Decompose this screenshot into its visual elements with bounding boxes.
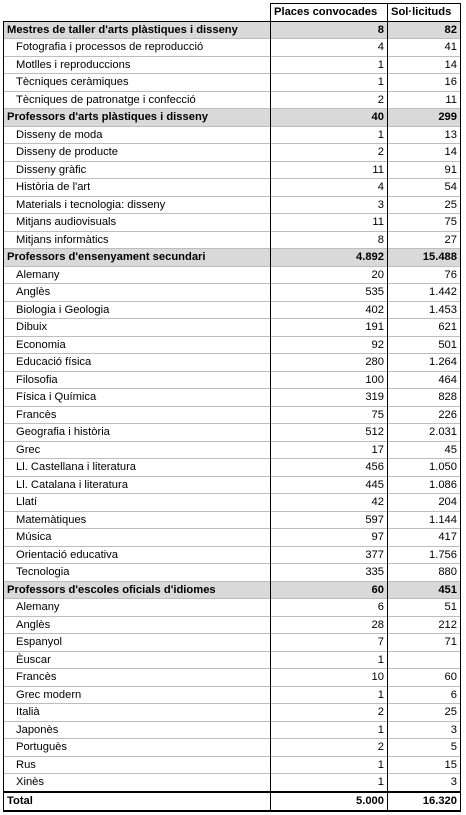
row-places: 1 xyxy=(271,686,388,704)
row-sollicituds: 1.756 xyxy=(388,546,461,564)
row-places: 2 xyxy=(271,739,388,757)
table-row xyxy=(4,686,461,704)
row-sollicituds: 91 xyxy=(388,161,461,179)
row-sollicituds: 3 xyxy=(388,721,461,739)
row-name: Materials i tecnologia: disseny xyxy=(4,196,271,214)
header-row xyxy=(4,4,461,22)
table-row xyxy=(4,441,461,459)
row-places: 2 xyxy=(271,704,388,722)
table-row xyxy=(4,529,461,547)
table-row xyxy=(4,389,461,407)
row-name: Ll. Catalana i literatura xyxy=(4,476,271,494)
total-sollicituds: 16.320 xyxy=(388,792,461,811)
row-name: Motlles i reproduccions xyxy=(4,56,271,74)
row-sollicituds: 1.050 xyxy=(388,459,461,477)
row-places: 280 xyxy=(271,354,388,372)
row-sollicituds: 204 xyxy=(388,494,461,512)
row-name: Alemany xyxy=(4,266,271,284)
row-sollicituds: 15 xyxy=(388,756,461,774)
row-places: 402 xyxy=(271,301,388,319)
row-places: 100 xyxy=(271,371,388,389)
table-row xyxy=(4,354,461,372)
row-places: 335 xyxy=(271,564,388,582)
table-row xyxy=(4,476,461,494)
row-sollicituds: 25 xyxy=(388,196,461,214)
row-places: 2 xyxy=(271,91,388,109)
table-row xyxy=(4,774,461,792)
row-sollicituds: 11 xyxy=(388,91,461,109)
row-name: Francès xyxy=(4,406,271,424)
row-places: 1 xyxy=(271,721,388,739)
total-label: Total xyxy=(4,792,271,811)
table-row xyxy=(4,756,461,774)
row-name: Mestres de taller d'arts plàstiques i disseny xyxy=(4,21,271,39)
row-name: Dibuix xyxy=(4,319,271,337)
row-name: Tècniques de patronatge i confecció xyxy=(4,91,271,109)
row-sollicituds: 16 xyxy=(388,74,461,92)
table-row xyxy=(4,196,461,214)
table-row xyxy=(4,301,461,319)
table-row xyxy=(4,616,461,634)
row-places: 10 xyxy=(271,669,388,687)
row-name: Història de l'art xyxy=(4,179,271,197)
row-name: Francès xyxy=(4,669,271,687)
row-name: Fotografia i processos de reproducció xyxy=(4,39,271,57)
row-sollicituds: 6 xyxy=(388,686,461,704)
header-sollicituds: Sol·licituds xyxy=(388,4,461,22)
row-sollicituds: 1.144 xyxy=(388,511,461,529)
row-name: Grec xyxy=(4,441,271,459)
row-sollicituds: 880 xyxy=(388,564,461,582)
row-name: Rus xyxy=(4,756,271,774)
row-places: 1 xyxy=(271,126,388,144)
row-sollicituds: 60 xyxy=(388,669,461,687)
row-name: Biologia i Geologia xyxy=(4,301,271,319)
row-sollicituds: 51 xyxy=(388,599,461,617)
row-name: Disseny de moda xyxy=(4,126,271,144)
table-row xyxy=(4,214,461,232)
row-name: Tècniques ceràmiques xyxy=(4,74,271,92)
row-name: Disseny gràfic xyxy=(4,161,271,179)
table-row xyxy=(4,56,461,74)
table-row xyxy=(4,179,461,197)
row-sollicituds: 5 xyxy=(388,739,461,757)
row-places: 4 xyxy=(271,179,388,197)
row-name: Italià xyxy=(4,704,271,722)
row-sollicituds: 1.442 xyxy=(388,284,461,302)
table-header xyxy=(4,4,461,22)
row-places: 92 xyxy=(271,336,388,354)
row-places: 512 xyxy=(271,424,388,442)
table-row xyxy=(4,511,461,529)
row-places: 1 xyxy=(271,651,388,669)
row-name: Geografia i història xyxy=(4,424,271,442)
row-sollicituds: 41 xyxy=(388,39,461,57)
row-sollicituds: 464 xyxy=(388,371,461,389)
row-name: Filosofia xyxy=(4,371,271,389)
table-row xyxy=(4,721,461,739)
row-sollicituds: 82 xyxy=(388,21,461,39)
group-row xyxy=(4,21,461,39)
row-places: 20 xyxy=(271,266,388,284)
row-sollicituds: 1.086 xyxy=(388,476,461,494)
table-row xyxy=(4,336,461,354)
table-row xyxy=(4,651,461,669)
row-places: 28 xyxy=(271,616,388,634)
table-row xyxy=(4,371,461,389)
row-name: Èuscar xyxy=(4,651,271,669)
row-sollicituds: 45 xyxy=(388,441,461,459)
row-name: Llatí xyxy=(4,494,271,512)
row-name: Economia xyxy=(4,336,271,354)
row-places: 597 xyxy=(271,511,388,529)
row-name: Música xyxy=(4,529,271,547)
total-row xyxy=(4,792,461,811)
table-row xyxy=(4,634,461,652)
table-row xyxy=(4,669,461,687)
row-sollicituds: 14 xyxy=(388,144,461,162)
table-row xyxy=(4,739,461,757)
row-name: Portuguès xyxy=(4,739,271,757)
table-row xyxy=(4,564,461,582)
row-sollicituds: 27 xyxy=(388,231,461,249)
row-sollicituds: 75 xyxy=(388,214,461,232)
row-name: Física i Química xyxy=(4,389,271,407)
row-places: 7 xyxy=(271,634,388,652)
table-body xyxy=(4,21,461,792)
row-places: 1 xyxy=(271,756,388,774)
row-sollicituds: 15.488 xyxy=(388,249,461,267)
row-places: 191 xyxy=(271,319,388,337)
group-row xyxy=(4,581,461,599)
row-places: 40 xyxy=(271,109,388,127)
row-places: 97 xyxy=(271,529,388,547)
row-places: 1 xyxy=(271,774,388,792)
row-name: Grec modern xyxy=(4,686,271,704)
row-name: Professors d'ensenyament secundari xyxy=(4,249,271,267)
row-name: Mitjans informàtics xyxy=(4,231,271,249)
table-row xyxy=(4,494,461,512)
row-places: 11 xyxy=(271,161,388,179)
table-footer xyxy=(4,792,461,811)
table-row xyxy=(4,39,461,57)
row-sollicituds: 1.453 xyxy=(388,301,461,319)
row-places: 1 xyxy=(271,74,388,92)
row-sollicituds: 3 xyxy=(388,774,461,792)
row-places: 4 xyxy=(271,39,388,57)
row-places: 75 xyxy=(271,406,388,424)
row-sollicituds: 13 xyxy=(388,126,461,144)
row-name: Professors d'arts plàstiques i disseny xyxy=(4,109,271,127)
table-row xyxy=(4,74,461,92)
table-row xyxy=(4,126,461,144)
row-sollicituds: 226 xyxy=(388,406,461,424)
row-sollicituds: 2.031 xyxy=(388,424,461,442)
row-sollicituds: 828 xyxy=(388,389,461,407)
table-row xyxy=(4,546,461,564)
row-name: Mitjans audiovisuals xyxy=(4,214,271,232)
row-name: Alemany xyxy=(4,599,271,617)
row-name: Xinès xyxy=(4,774,271,792)
row-sollicituds: 71 xyxy=(388,634,461,652)
table-row xyxy=(4,266,461,284)
row-name: Ll. Castellana i literatura xyxy=(4,459,271,477)
row-sollicituds: 14 xyxy=(388,56,461,74)
row-name: Educació física xyxy=(4,354,271,372)
group-row xyxy=(4,109,461,127)
header-places: Places convocades xyxy=(271,4,388,22)
row-sollicituds: 212 xyxy=(388,616,461,634)
table-row xyxy=(4,599,461,617)
row-places: 3 xyxy=(271,196,388,214)
row-name: Orientació educativa xyxy=(4,546,271,564)
row-name: Matemàtiques xyxy=(4,511,271,529)
row-places: 456 xyxy=(271,459,388,477)
row-places: 42 xyxy=(271,494,388,512)
row-places: 535 xyxy=(271,284,388,302)
row-sollicituds: 54 xyxy=(388,179,461,197)
row-places: 8 xyxy=(271,21,388,39)
places-table xyxy=(3,3,461,812)
table-row xyxy=(4,161,461,179)
row-places: 6 xyxy=(271,599,388,617)
row-places: 11 xyxy=(271,214,388,232)
row-name: Japonès xyxy=(4,721,271,739)
table-row xyxy=(4,91,461,109)
row-name: Anglès xyxy=(4,284,271,302)
row-sollicituds: 621 xyxy=(388,319,461,337)
row-sollicituds: 451 xyxy=(388,581,461,599)
row-places: 445 xyxy=(271,476,388,494)
table-row xyxy=(4,406,461,424)
row-places: 17 xyxy=(271,441,388,459)
table-row xyxy=(4,704,461,722)
table-row xyxy=(4,284,461,302)
table-row xyxy=(4,459,461,477)
row-sollicituds xyxy=(388,651,461,669)
row-name: Tecnologia xyxy=(4,564,271,582)
row-places: 8 xyxy=(271,231,388,249)
table-row xyxy=(4,144,461,162)
row-sollicituds: 501 xyxy=(388,336,461,354)
row-name: Disseny de producte xyxy=(4,144,271,162)
row-places: 1 xyxy=(271,56,388,74)
row-sollicituds: 76 xyxy=(388,266,461,284)
row-places: 377 xyxy=(271,546,388,564)
row-places: 2 xyxy=(271,144,388,162)
row-sollicituds: 299 xyxy=(388,109,461,127)
row-sollicituds: 25 xyxy=(388,704,461,722)
row-name: Anglès xyxy=(4,616,271,634)
row-places: 60 xyxy=(271,581,388,599)
row-name: Espanyol xyxy=(4,634,271,652)
row-name: Professors d'escoles oficials d'idiomes xyxy=(4,581,271,599)
row-sollicituds: 417 xyxy=(388,529,461,547)
table-row xyxy=(4,319,461,337)
row-sollicituds: 1.264 xyxy=(388,354,461,372)
total-places: 5.000 xyxy=(271,792,388,811)
row-places: 319 xyxy=(271,389,388,407)
row-places: 4.892 xyxy=(271,249,388,267)
table-row xyxy=(4,424,461,442)
header-blank-cell xyxy=(4,4,271,22)
table-row xyxy=(4,231,461,249)
group-row xyxy=(4,249,461,267)
